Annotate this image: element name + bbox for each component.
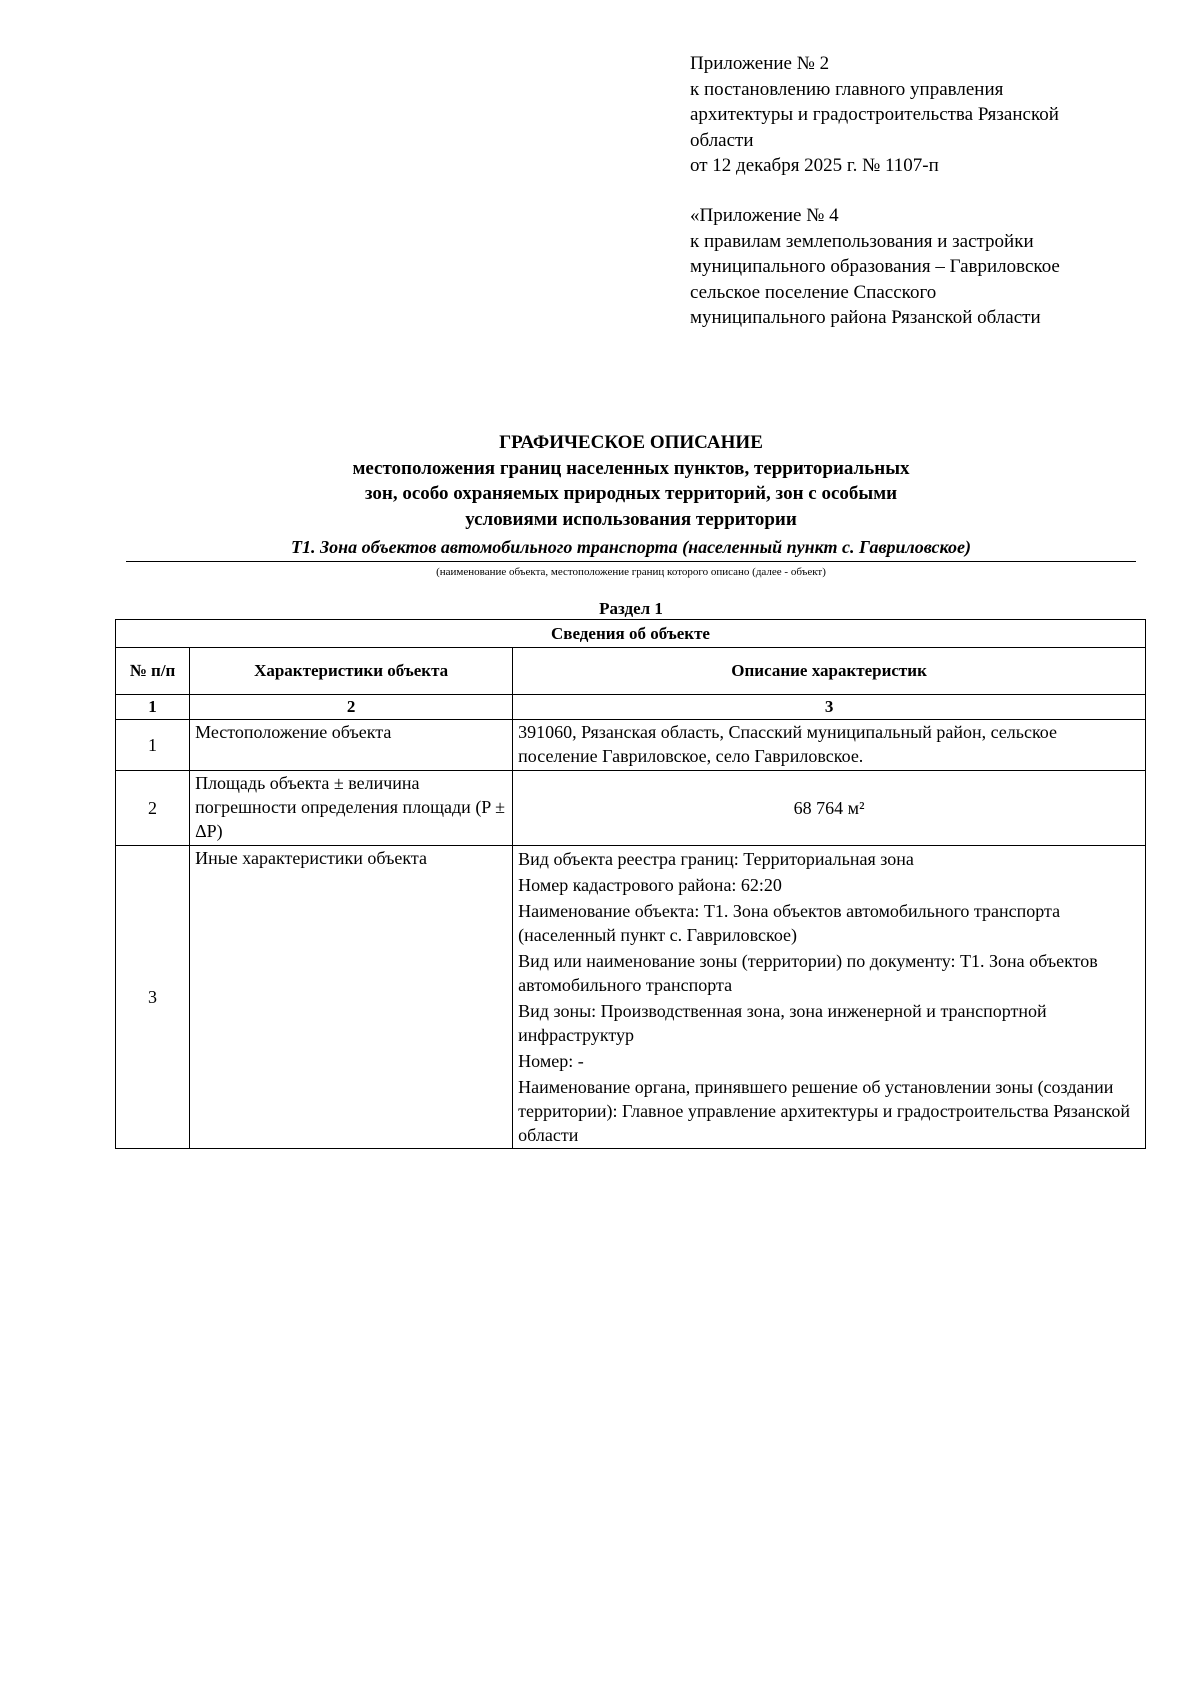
description-item: Наименование органа, принявшего решение об установлении зоны (создании территории): Главное управление архитектуры и градостроительства Рязанской области (518, 1077, 1130, 1145)
document-heading (0, 430, 1200, 532)
appendix-line: муниципального образования – Гавриловское (690, 256, 1060, 277)
section-title: Раздел 1 (599, 599, 663, 618)
appendix-line: к постановлению главного управления (690, 78, 1004, 100)
appendix-line: сельское поселение Спасского (690, 281, 937, 303)
row-description: 391060, Рязанская область, Спасский муниципальный район, сельское поселение Гавриловское, село Гавриловское. (513, 720, 1146, 771)
table-title-row (116, 620, 1146, 648)
header-number: № п/п (116, 648, 190, 695)
row-characteristic: Иные характеристики объекта (190, 846, 513, 1149)
row-number: 1 (116, 720, 190, 771)
table-header-row (116, 648, 1146, 695)
heading-title: ГРАФИЧЕСКОЕ ОПИСАНИЕ (499, 432, 763, 453)
description-item: Вид зоны: Производственная зона, зона инженерной и транспортной инфраструктур (518, 1001, 1047, 1045)
row-number: 3 (116, 846, 190, 1149)
object-name: Т1. Зона объектов автомобильного транспорта (населенный пункт с. Гавриловское) (126, 535, 1136, 562)
object-info-table (115, 619, 1146, 1149)
appendix-line: архитектуры и градостроительства Рязанской (690, 104, 1059, 125)
table-row (116, 846, 1146, 1149)
row-characteristic: Местоположение объекта (190, 720, 513, 771)
appendix-line: Приложение № 2 (690, 53, 830, 74)
column-number: 2 (190, 695, 513, 720)
appendix-line: от 12 декабря 2025 г. № 1107-п (690, 155, 939, 176)
table-title: Сведения об объекте (116, 620, 1146, 648)
rules-appendix-reference (690, 203, 1160, 331)
appendix-line: области (690, 129, 754, 151)
appendix-line: к правилам землепользования и застройки (690, 230, 1034, 252)
column-number-row (116, 695, 1146, 720)
description-item: Наименование объекта: Т1. Зона объектов автомобильного транспорта (населенный пункт с. Гавриловское) (518, 901, 1061, 945)
column-number: 3 (513, 695, 1146, 720)
header-description: Описание характеристик (513, 648, 1146, 695)
table-row (116, 771, 1146, 846)
object-caption: (наименование объекта, местоположение границ которого описано (далее - объект) (436, 566, 826, 578)
description-item: Номер кадастрового района: 62:20 (518, 875, 782, 895)
table-row (116, 720, 1146, 771)
appendix-reference (690, 51, 1160, 179)
row-description-list (513, 846, 1146, 1149)
appendix-line: «Приложение № 4 (690, 205, 839, 226)
heading-line: местоположения границ населенных пунктов, территориальных (352, 457, 910, 479)
description-item: Вид объекта реестра границ: Территориальная зона (518, 849, 914, 869)
description-item: Вид или наименование зоны (территории) по документу: Т1. Зона объектов автомобильного транспорта (518, 951, 1098, 995)
description-item: Номер: - (518, 1051, 584, 1071)
appendix-line: муниципального района Рязанской области (690, 307, 1041, 328)
heading-line: зон, особо охраняемых природных территорий, зон с особыми (364, 483, 898, 504)
column-number: 1 (116, 695, 190, 720)
row-description: 68 764 м² (513, 771, 1146, 846)
heading-line: условиями использования территории (465, 508, 797, 530)
row-number: 2 (116, 771, 190, 846)
header-characteristic: Характеристики объекта (190, 648, 513, 695)
row-characteristic: Площадь объекта ± величина погрешности определения площади (P ± ΔP) (190, 771, 513, 846)
